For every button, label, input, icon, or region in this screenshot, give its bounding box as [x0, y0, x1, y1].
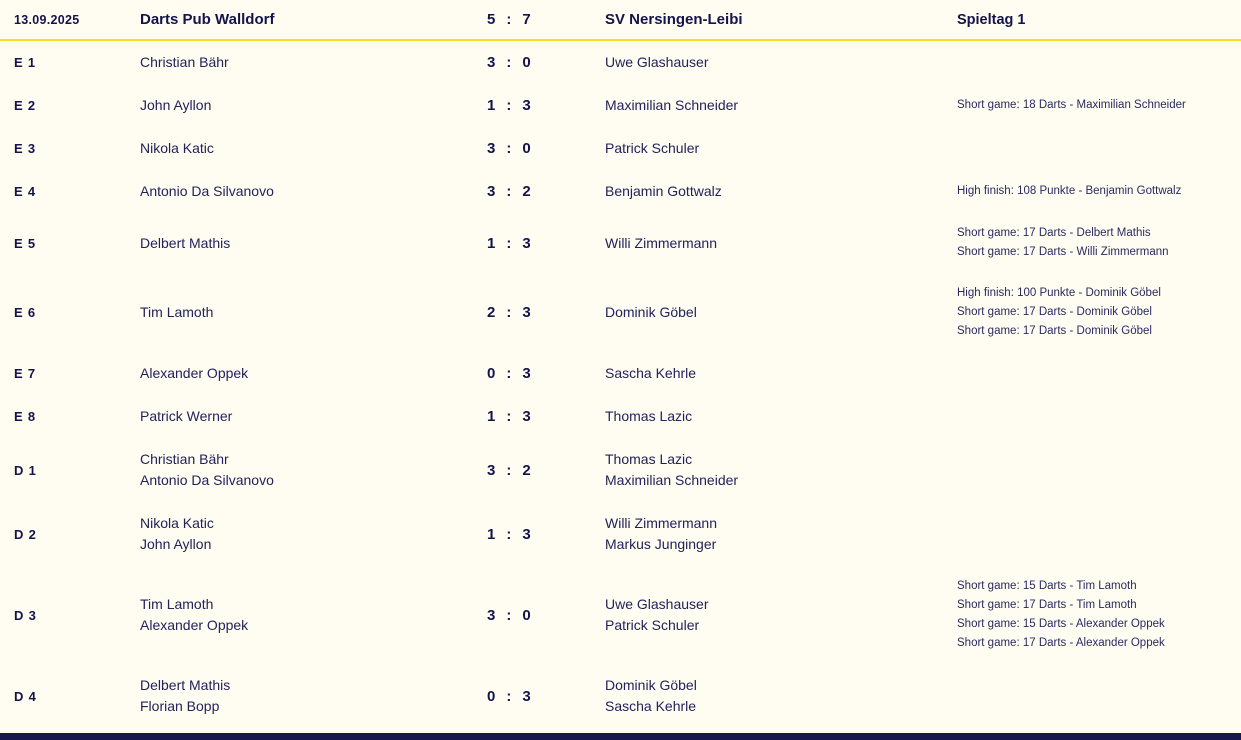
- bottom-divider-bar: [0, 733, 1241, 740]
- away-players: [605, 181, 952, 202]
- match-row: [0, 41, 1241, 84]
- match-score-separator: :: [506, 461, 512, 479]
- player-name: Sascha Kehrle: [605, 698, 697, 714]
- match-score-away: 3: [522, 525, 531, 543]
- match-score: [485, 304, 605, 321]
- away-players: [605, 233, 952, 254]
- away-team-name: SV Nersingen-Leibi: [605, 11, 743, 28]
- match-score: [485, 183, 605, 200]
- home-team-name: Darts Pub Walldorf: [140, 11, 275, 28]
- match-score-separator: :: [506, 525, 512, 543]
- player-name: Uwe Glashauser: [605, 596, 709, 612]
- total-score: [485, 11, 605, 28]
- match-row: [0, 438, 1241, 502]
- match-score-home: 3: [487, 140, 496, 157]
- match-score: [485, 97, 605, 114]
- match-score-separator: :: [506, 140, 512, 157]
- match-score-away: 3: [522, 687, 531, 705]
- home-players: [140, 363, 485, 384]
- match-score-home: 3: [487, 461, 496, 479]
- match-score-home: 1: [487, 97, 496, 114]
- match-rows: [0, 41, 1241, 728]
- match-score-away: 3: [522, 304, 531, 321]
- away-players: [605, 513, 952, 555]
- match-score-separator: :: [506, 54, 512, 71]
- home-players: [140, 675, 485, 717]
- achievement-note: Short game: 17 Darts - Dominik Göbel: [957, 306, 1152, 318]
- achievement-note: Short game: 17 Darts - Dominik Göbel: [957, 325, 1152, 337]
- match-row: [0, 502, 1241, 566]
- home-players: [140, 406, 485, 427]
- home-players: [140, 302, 485, 323]
- achievement-note: Short game: 15 Darts - Alexander Oppek: [957, 618, 1165, 630]
- away-players: [605, 363, 952, 384]
- match-row: [0, 170, 1241, 213]
- match-score-home: 3: [487, 606, 496, 624]
- match-score-separator: :: [506, 97, 512, 114]
- home-players: [140, 138, 485, 159]
- match-date: 13.09.2025: [14, 12, 80, 27]
- match-score: [485, 235, 605, 252]
- match-score: [485, 607, 605, 624]
- match-score: [485, 526, 605, 543]
- home-players: [140, 233, 485, 254]
- match-score-home: 1: [487, 525, 496, 543]
- achievement-note: Short game: 17 Darts - Tim Lamoth: [957, 599, 1137, 611]
- match-score-away: 3: [522, 408, 531, 425]
- match-row: [0, 566, 1241, 664]
- match-score-away: 0: [522, 140, 531, 157]
- player-name: Maximilian Schneider: [605, 97, 739, 113]
- away-players: [605, 302, 952, 323]
- match-score-separator: :: [506, 687, 512, 705]
- matchday-label: Spieltag 1: [957, 11, 1026, 28]
- player-name: Benjamin Gottwalz: [605, 183, 722, 199]
- match-code: D 4: [14, 688, 37, 704]
- match-score-separator: :: [506, 365, 512, 382]
- match-code: D 3: [14, 607, 37, 623]
- player-name: Markus Junginger: [605, 536, 717, 552]
- total-score-away: 7: [522, 11, 531, 28]
- match-row: [0, 352, 1241, 395]
- match-score-away: 0: [522, 606, 531, 624]
- match-notes: [952, 577, 1231, 653]
- total-score-separator: :: [506, 11, 512, 28]
- match-score: [485, 688, 605, 705]
- player-name: John Ayllon: [140, 536, 212, 552]
- away-players: [605, 594, 952, 636]
- match-row: [0, 127, 1241, 170]
- match-score-home: 1: [487, 234, 496, 252]
- match-row: [0, 84, 1241, 127]
- match-score-away: 3: [522, 234, 531, 252]
- match-code: E 2: [14, 98, 36, 113]
- match-score-home: 3: [487, 183, 496, 200]
- match-row: [0, 213, 1241, 273]
- home-players: [140, 594, 485, 636]
- player-name: Christian Bähr: [140, 451, 229, 467]
- total-score-home: 5: [487, 11, 496, 28]
- match-code: E 4: [14, 184, 36, 199]
- match-notes: [952, 96, 1231, 115]
- match-code: E 6: [14, 305, 36, 320]
- away-players: [605, 52, 952, 73]
- match-score-away: 3: [522, 97, 531, 114]
- player-name: Nikola Katic: [140, 140, 214, 156]
- match-code: E 8: [14, 409, 36, 424]
- match-score-away: 0: [522, 54, 531, 71]
- player-name: Patrick Schuler: [605, 140, 700, 156]
- player-name: Delbert Mathis: [140, 677, 231, 693]
- match-row: [0, 664, 1241, 728]
- achievement-note: Short game: 17 Darts - Delbert Mathis: [957, 227, 1151, 239]
- match-score-home: 2: [487, 304, 496, 321]
- match-score-separator: :: [506, 183, 512, 200]
- away-players: [605, 138, 952, 159]
- away-players: [605, 406, 952, 427]
- achievement-note: High finish: 100 Punkte - Dominik Göbel: [957, 287, 1161, 299]
- away-players: [605, 95, 952, 116]
- achievement-note: Short game: 17 Darts - Willi Zimmermann: [957, 246, 1169, 258]
- player-name: Tim Lamoth: [140, 304, 214, 320]
- player-name: Delbert Mathis: [140, 234, 231, 251]
- home-players: [140, 95, 485, 116]
- match-score-separator: :: [506, 234, 512, 252]
- player-name: Tim Lamoth: [140, 596, 214, 612]
- match-score-home: 1: [487, 408, 496, 425]
- match-score: [485, 365, 605, 382]
- match-score-away: 2: [522, 183, 531, 200]
- match-score-home: 0: [487, 365, 496, 382]
- match-notes: [952, 182, 1231, 201]
- home-players: [140, 513, 485, 555]
- match-score-separator: :: [506, 304, 512, 321]
- player-name: Christian Bähr: [140, 54, 229, 70]
- player-name: Patrick Schuler: [605, 617, 700, 633]
- match-row: [0, 273, 1241, 352]
- match-score-separator: :: [506, 606, 512, 624]
- player-name: Alexander Oppek: [140, 617, 249, 633]
- player-name: Nikola Katic: [140, 515, 214, 531]
- match-notes: [952, 224, 1231, 262]
- player-name: Antonio Da Silvanovo: [140, 472, 274, 488]
- home-players: [140, 52, 485, 73]
- match-code: E 1: [14, 55, 36, 70]
- player-name: Dominik Göbel: [605, 304, 697, 320]
- achievement-note: Short game: 15 Darts - Tim Lamoth: [957, 580, 1137, 592]
- player-name: Maximilian Schneider: [605, 472, 739, 488]
- player-name: Sascha Kehrle: [605, 365, 697, 381]
- achievement-note: High finish: 108 Punkte - Benjamin Gottwalz: [957, 185, 1182, 197]
- match-score: [485, 462, 605, 479]
- player-name: Willi Zimmermann: [605, 515, 717, 531]
- player-name: Patrick Werner: [140, 408, 233, 424]
- match-code: D 1: [14, 462, 37, 478]
- match-code: D 2: [14, 526, 37, 542]
- match-code: E 3: [14, 141, 36, 156]
- match-score-away: 3: [522, 365, 531, 382]
- away-players: [605, 449, 952, 491]
- match-score-home: 0: [487, 687, 496, 705]
- match-score-away: 2: [522, 461, 531, 479]
- match-score-separator: :: [506, 408, 512, 425]
- player-name: Thomas Lazic: [605, 451, 693, 467]
- match-score-home: 3: [487, 54, 496, 71]
- player-name: Alexander Oppek: [140, 365, 249, 381]
- achievement-note: Short game: 17 Darts - Alexander Oppek: [957, 637, 1165, 649]
- player-name: Willi Zimmermann: [605, 234, 717, 251]
- match-score: [485, 408, 605, 425]
- home-players: [140, 181, 485, 202]
- achievement-note: Short game: 18 Darts - Maximilian Schneider: [957, 99, 1186, 111]
- player-name: Dominik Göbel: [605, 677, 697, 693]
- player-name: John Ayllon: [140, 97, 212, 113]
- match-code: E 5: [14, 235, 36, 251]
- match-notes: [952, 284, 1231, 341]
- player-name: Florian Bopp: [140, 698, 220, 714]
- player-name: Antonio Da Silvanovo: [140, 183, 274, 199]
- home-players: [140, 449, 485, 491]
- match-score: [485, 54, 605, 71]
- player-name: Thomas Lazic: [605, 408, 693, 424]
- away-players: [605, 675, 952, 717]
- player-name: Uwe Glashauser: [605, 54, 709, 70]
- match-row: [0, 395, 1241, 438]
- match-code: E 7: [14, 366, 36, 381]
- match-header: [0, 0, 1241, 41]
- match-score: [485, 140, 605, 157]
